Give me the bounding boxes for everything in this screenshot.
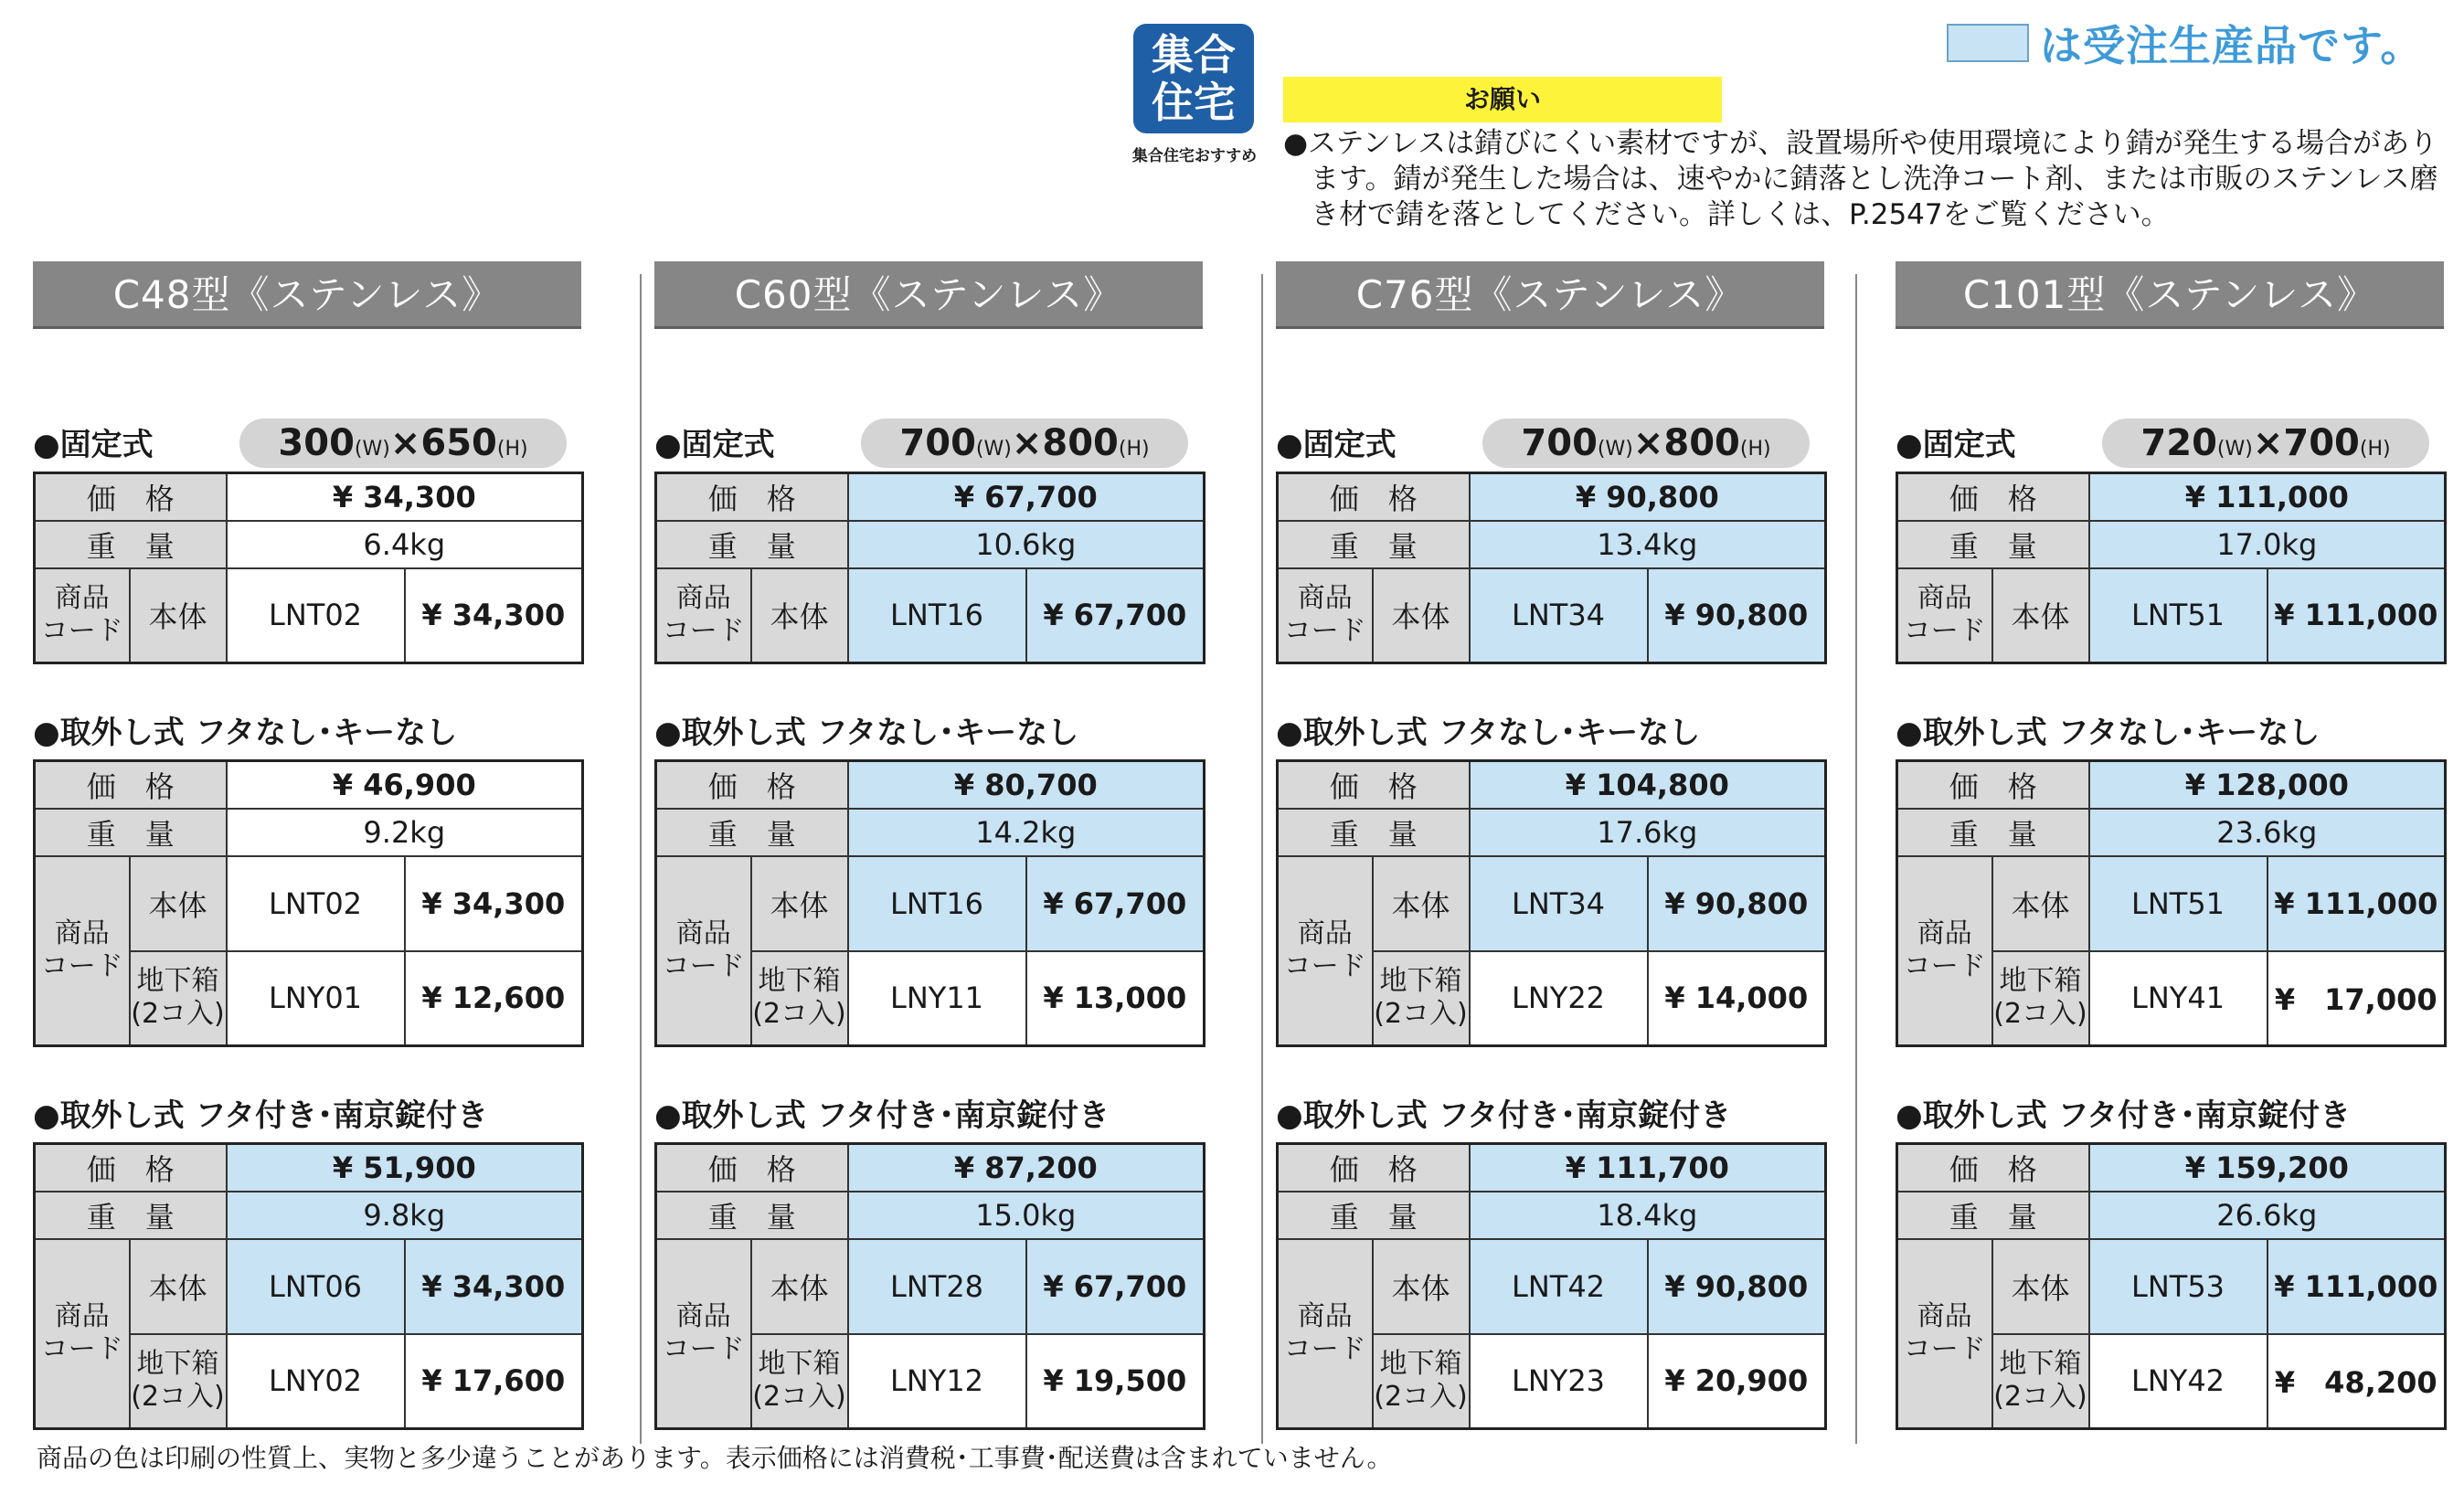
code-label-2: コード xyxy=(662,950,745,983)
body-price: ¥ 111,000 xyxy=(2268,856,2446,951)
box-label-1: 地下箱 xyxy=(136,965,219,998)
body-price: ¥ 34,300 xyxy=(405,856,583,951)
weight-value: 13.4kg xyxy=(1470,521,1826,568)
body-code: LNT16 xyxy=(848,568,1026,663)
spec-table-fixed xyxy=(1896,472,2447,664)
dim-width: 300 xyxy=(278,422,355,464)
section-label-open: ●取外し式 フタなし･キーなし xyxy=(1896,715,2321,751)
code-label-2: コード xyxy=(1283,950,1366,983)
box-code: LNY12 xyxy=(848,1334,1026,1429)
body-label: 本体 xyxy=(1992,568,2089,663)
code-label-2: コード xyxy=(40,950,123,983)
weight-label: 重 量 xyxy=(35,521,227,568)
box-label-1: 地下箱 xyxy=(1999,1348,2082,1381)
body-price: ¥ 90,800 xyxy=(1648,1239,1826,1334)
dim-height: 800 xyxy=(1663,422,1740,464)
dim-height: 700 xyxy=(2283,422,2360,464)
code-label-2: コード xyxy=(1903,615,1986,648)
body-label: 本体 xyxy=(130,568,227,663)
total-price: ¥ 46,900 xyxy=(227,761,583,809)
lock-section-header xyxy=(654,1084,1203,1142)
code-label-1: 商品 xyxy=(1297,1300,1353,1333)
weight-label: 重 量 xyxy=(1897,809,2089,856)
total-price: ¥ 104,800 xyxy=(1470,761,1826,809)
section-label-lock: ●取外し式 フタ付き･南京錠付き xyxy=(654,1097,1110,1134)
box-code: LNY01 xyxy=(227,951,405,1046)
dim-width-unit: (W) xyxy=(354,438,390,461)
apartment-badge xyxy=(1133,24,1254,133)
code-label-1: 商品 xyxy=(1917,917,1972,950)
box-price: ¥ 17,000 xyxy=(2268,951,2446,1046)
box-code: LNY42 xyxy=(2089,1334,2268,1429)
dim-height-unit: (H) xyxy=(496,438,528,461)
box-label xyxy=(751,951,848,1046)
spec-table-lock xyxy=(1896,1142,2447,1430)
body-label: 本体 xyxy=(1373,856,1470,951)
weight-label: 重 量 xyxy=(656,521,848,568)
section-label-open: ●取外し式 フタなし･キーなし xyxy=(33,715,458,751)
fixed-section-header xyxy=(33,413,581,472)
box-label-1: 地下箱 xyxy=(758,965,841,998)
column-divider xyxy=(1855,274,1857,1444)
code-label-2: コード xyxy=(662,1333,745,1366)
box-price: ¥ 19,500 xyxy=(1026,1334,1205,1429)
price-label: 価 格 xyxy=(35,1144,227,1192)
body-code: LNT02 xyxy=(227,568,405,663)
body-label: 本体 xyxy=(1992,1239,2089,1334)
weight-label: 重 量 xyxy=(1897,1192,2089,1239)
code-label xyxy=(1897,568,1992,663)
column-title: C76型《ステンレス》 xyxy=(1276,261,1824,329)
dim-height: 650 xyxy=(420,422,497,464)
code-label xyxy=(35,1239,130,1429)
code-label-2: コード xyxy=(1283,1333,1366,1366)
body-code: LNT42 xyxy=(1470,1239,1648,1334)
weight-label: 重 量 xyxy=(1278,809,1470,856)
section-label-fixed: ●固定式 xyxy=(1276,427,1397,463)
box-price: ¥ 13,000 xyxy=(1026,951,1205,1046)
code-label xyxy=(1897,1239,1992,1429)
box-code: LNY02 xyxy=(227,1334,405,1429)
box-label-1: 地下箱 xyxy=(1379,1348,1462,1381)
notice-title: お願い xyxy=(1283,77,1722,122)
lock-section-header xyxy=(1276,1084,1824,1142)
price-label: 価 格 xyxy=(656,1144,848,1192)
body-price: ¥ 34,300 xyxy=(405,568,583,663)
weight-value: 17.0kg xyxy=(2089,521,2446,568)
badge-line1: 集合 xyxy=(1152,30,1236,79)
box-label-2: (2コ入) xyxy=(1993,1381,2087,1414)
dimensions-pill: 700(W)×800(H) xyxy=(1482,419,1810,468)
section-label-open: ●取外し式 フタなし･キーなし xyxy=(1276,715,1701,751)
body-price: ¥ 67,700 xyxy=(1026,856,1205,951)
dim-height-unit: (H) xyxy=(2359,438,2391,461)
box-label-2: (2コ入) xyxy=(131,998,225,1031)
body-code: LNT34 xyxy=(1470,568,1648,663)
spec-table-open xyxy=(1276,759,1827,1047)
weight-value: 17.6kg xyxy=(1470,809,1826,856)
weight-label: 重 量 xyxy=(1278,521,1470,568)
code-label xyxy=(1897,856,1992,1046)
column-divider xyxy=(640,274,642,1444)
spec-table-open xyxy=(654,759,1205,1047)
code-label-2: コード xyxy=(662,615,745,648)
box-label-2: (2コ入) xyxy=(1374,1381,1468,1414)
price-label: 価 格 xyxy=(1278,1144,1470,1192)
spec-table-fixed xyxy=(654,472,1205,664)
total-price: ¥ 51,900 xyxy=(227,1144,583,1192)
code-label-1: 商品 xyxy=(1297,917,1353,950)
price-label: 価 格 xyxy=(35,761,227,809)
dim-height-unit: (H) xyxy=(1739,438,1771,461)
section-label-fixed: ●固定式 xyxy=(33,427,154,463)
price-label: 価 格 xyxy=(1897,473,2089,521)
product-column xyxy=(1276,261,1824,1430)
body-code: LNT06 xyxy=(227,1239,405,1334)
weight-value: 6.4kg xyxy=(227,521,583,568)
weight-label: 重 量 xyxy=(35,809,227,856)
code-label-2: コード xyxy=(1903,950,1986,983)
body-code: LNT34 xyxy=(1470,856,1648,951)
dimensions-pill: 700(W)×800(H) xyxy=(861,419,1188,468)
spec-table-lock xyxy=(1276,1142,1827,1430)
box-label-1: 地下箱 xyxy=(136,1348,219,1381)
dim-width-unit: (W) xyxy=(2216,438,2253,461)
body-price: ¥ 111,000 xyxy=(2268,1239,2446,1334)
dim-height-unit: (H) xyxy=(1118,438,1150,461)
section-label-lock: ●取外し式 フタ付き･南京錠付き xyxy=(1276,1097,1732,1134)
column-divider xyxy=(1261,274,1263,1444)
box-price: ¥ 48,200 xyxy=(2268,1334,2446,1429)
section-label-lock: ●取外し式 フタ付き･南京錠付き xyxy=(33,1097,489,1134)
box-label-2: (2コ入) xyxy=(1374,998,1468,1031)
code-label xyxy=(656,856,751,1046)
box-price: ¥ 12,600 xyxy=(405,951,583,1046)
dim-height: 800 xyxy=(1042,422,1119,464)
body-label: 本体 xyxy=(751,568,848,663)
total-price: ¥ 111,000 xyxy=(2089,473,2446,521)
code-label xyxy=(35,856,130,1046)
column-title: C60型《ステンレス》 xyxy=(654,261,1203,329)
code-label-1: 商品 xyxy=(675,1300,731,1333)
dimensions-pill: 300(W)×650(H) xyxy=(239,419,567,468)
body-label: 本体 xyxy=(1373,568,1470,663)
body-price: ¥ 111,000 xyxy=(2268,568,2446,663)
spec-table-lock xyxy=(33,1142,584,1430)
total-price: ¥ 80,700 xyxy=(848,761,1205,809)
fixed-section-header xyxy=(1276,413,1824,472)
code-label-2: コード xyxy=(1903,1333,1986,1366)
box-code: LNY22 xyxy=(1470,951,1648,1046)
body-price: ¥ 90,800 xyxy=(1648,568,1826,663)
body-label: 本体 xyxy=(1992,856,2089,951)
total-price: ¥ 90,800 xyxy=(1470,473,1826,521)
weight-value: 9.2kg xyxy=(227,809,583,856)
body-label: 本体 xyxy=(1373,1239,1470,1334)
section-label-fixed: ●固定式 xyxy=(654,427,775,463)
code-label-1: 商品 xyxy=(54,917,110,950)
price-label: 価 格 xyxy=(1278,761,1470,809)
product-column xyxy=(1896,261,2444,1430)
dim-width: 720 xyxy=(2140,422,2217,464)
code-label-1: 商品 xyxy=(1297,582,1353,615)
made-to-order-legend: は受注生産品です。 xyxy=(2040,21,2424,70)
total-price: ¥ 87,200 xyxy=(848,1144,1205,1192)
body-code: LNT53 xyxy=(2089,1239,2268,1334)
price-label: 価 格 xyxy=(35,473,227,521)
body-label: 本体 xyxy=(130,856,227,951)
weight-value: 14.2kg xyxy=(848,809,1205,856)
box-label-2: (2コ入) xyxy=(131,1381,225,1414)
weight-value: 15.0kg xyxy=(848,1192,1205,1239)
dim-width: 700 xyxy=(899,422,976,464)
code-label xyxy=(1278,1239,1373,1429)
weight-label: 重 量 xyxy=(1278,1192,1470,1239)
box-label-1: 地下箱 xyxy=(1379,965,1462,998)
body-price: ¥ 67,700 xyxy=(1026,1239,1205,1334)
lock-section-header xyxy=(33,1084,581,1142)
total-price: ¥ 111,700 xyxy=(1470,1144,1826,1192)
section-label-fixed: ●固定式 xyxy=(1896,427,2016,463)
product-column xyxy=(33,261,581,1430)
total-price: ¥ 159,200 xyxy=(2089,1144,2446,1192)
price-label: 価 格 xyxy=(1278,473,1470,521)
spec-table-lock xyxy=(654,1142,1205,1430)
body-code: LNT02 xyxy=(227,856,405,951)
price-label: 価 格 xyxy=(1897,761,2089,809)
code-label xyxy=(35,568,130,663)
box-label xyxy=(1373,1334,1470,1429)
weight-label: 重 量 xyxy=(656,1192,848,1239)
total-price: ¥ 67,700 xyxy=(848,473,1205,521)
code-label-2: コード xyxy=(1283,615,1366,648)
body-code: LNT16 xyxy=(848,856,1026,951)
fixed-section-header xyxy=(654,413,1203,472)
box-code: LNY11 xyxy=(848,951,1026,1046)
box-price: ¥ 17,600 xyxy=(405,1334,583,1429)
box-price: ¥ 20,900 xyxy=(1648,1334,1826,1429)
weight-value: 9.8kg xyxy=(227,1192,583,1239)
box-label xyxy=(1992,1334,2089,1429)
weight-value: 23.6kg xyxy=(2089,809,2446,856)
price-label: 価 格 xyxy=(656,761,848,809)
body-code: LNT28 xyxy=(848,1239,1026,1334)
open-section-header xyxy=(654,701,1203,759)
weight-value: 10.6kg xyxy=(848,521,1205,568)
code-label xyxy=(1278,568,1373,663)
section-label-lock: ●取外し式 フタ付き･南京錠付き xyxy=(1896,1097,2352,1134)
code-label-2: コード xyxy=(40,615,123,648)
box-label-1: 地下箱 xyxy=(758,1348,841,1381)
code-label xyxy=(656,568,751,663)
footnote: 商品の色は印刷の性質上、実物と多少違うことがあります。表示価格には消費税･工事費･配送費は含まれていません。 xyxy=(37,1443,1393,1473)
lock-section-header xyxy=(1896,1084,2444,1142)
box-label-1: 地下箱 xyxy=(1999,965,2082,998)
dimensions-pill: 720(W)×700(H) xyxy=(2102,419,2429,468)
open-section-header xyxy=(33,701,581,759)
dim-width-unit: (W) xyxy=(1597,438,1633,461)
code-label-1: 商品 xyxy=(54,1300,110,1333)
body-price: ¥ 34,300 xyxy=(405,1239,583,1334)
body-label: 本体 xyxy=(751,856,848,951)
box-label-2: (2コ入) xyxy=(1993,998,2087,1031)
box-label xyxy=(751,1334,848,1429)
box-label xyxy=(130,1334,227,1429)
open-section-header xyxy=(1896,701,2444,759)
box-code: LNY41 xyxy=(2089,951,2268,1046)
section-label-open: ●取外し式 フタなし･キーなし xyxy=(654,715,1079,751)
fixed-section-header xyxy=(1896,413,2444,472)
body-code: LNT51 xyxy=(2089,856,2268,951)
box-label xyxy=(130,951,227,1046)
dim-width: 700 xyxy=(1521,422,1598,464)
code-label xyxy=(1278,856,1373,1046)
box-label-2: (2コ入) xyxy=(752,1381,846,1414)
made-to-order-swatch xyxy=(1947,24,2029,62)
body-price: ¥ 90,800 xyxy=(1648,856,1826,951)
weight-value: 26.6kg xyxy=(2089,1192,2446,1239)
badge-line2: 住宅 xyxy=(1152,78,1236,127)
spec-table-open xyxy=(1896,759,2447,1047)
spec-table-open xyxy=(33,759,584,1047)
code-label-1: 商品 xyxy=(675,917,731,950)
box-price: ¥ 14,000 xyxy=(1648,951,1826,1046)
code-label-1: 商品 xyxy=(54,582,110,615)
code-label-1: 商品 xyxy=(675,582,731,615)
weight-value: 18.4kg xyxy=(1470,1192,1826,1239)
box-label xyxy=(1373,951,1470,1046)
box-code: LNY23 xyxy=(1470,1334,1648,1429)
notice-body: ●ステンレスは錆びにくい素材ですが、設置場所や使用環境により錆が発生する場合があります。錆が発生した場合は、速やかに錆落とし洗浄コート剤、または市販のステンレス磨き材で錆を落としてください。詳しくは、P.2547をご覧ください。 xyxy=(1283,127,2438,231)
code-label-2: コード xyxy=(40,1333,123,1366)
column-title: C101型《ステンレス》 xyxy=(1896,261,2444,329)
spec-table-fixed xyxy=(33,472,584,664)
box-label xyxy=(1992,951,2089,1046)
price-label: 価 格 xyxy=(1897,1144,2089,1192)
total-price: ¥ 128,000 xyxy=(2089,761,2446,809)
body-label: 本体 xyxy=(130,1239,227,1334)
dim-width-unit: (W) xyxy=(975,438,1012,461)
spec-table-fixed xyxy=(1276,472,1827,664)
column-title: C48型《ステンレス》 xyxy=(33,261,581,329)
weight-label: 重 量 xyxy=(656,809,848,856)
code-label xyxy=(656,1239,751,1429)
code-label-1: 商品 xyxy=(1917,1300,1972,1333)
code-label-1: 商品 xyxy=(1917,582,1972,615)
product-column xyxy=(654,261,1203,1430)
price-label: 価 格 xyxy=(656,473,848,521)
weight-label: 重 量 xyxy=(1897,521,2089,568)
body-label: 本体 xyxy=(751,1239,848,1334)
body-code: LNT51 xyxy=(2089,568,2268,663)
body-price: ¥ 67,700 xyxy=(1026,568,1205,663)
badge-caption: 集合住宅おすすめ xyxy=(1131,147,1258,165)
box-label-2: (2コ入) xyxy=(752,998,846,1031)
open-section-header xyxy=(1276,701,1824,759)
total-price: ¥ 34,300 xyxy=(227,473,583,521)
weight-label: 重 量 xyxy=(35,1192,227,1239)
